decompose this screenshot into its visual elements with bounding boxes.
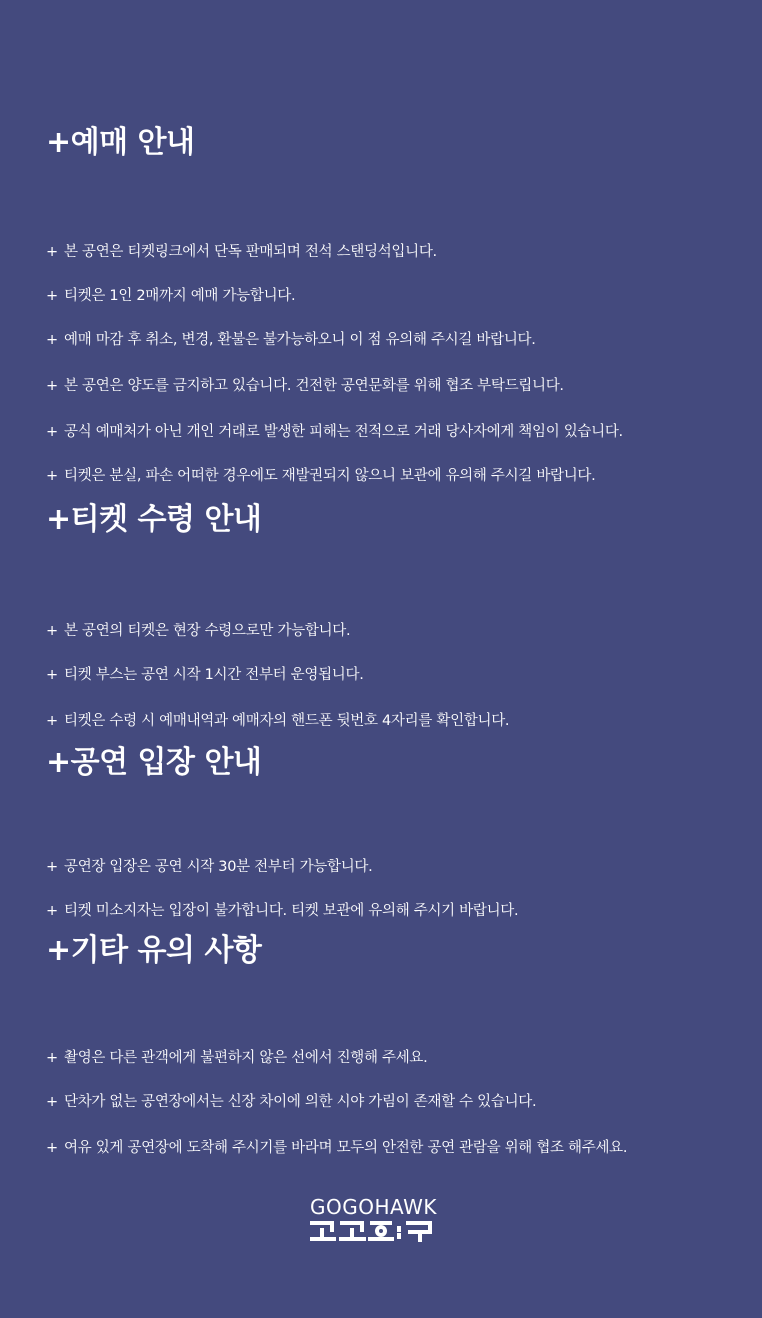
section-title: +티켓 수령 안내: [46, 502, 262, 537]
section-title: +예매 안내: [46, 125, 195, 160]
section-ticket-pickup-guide: [46, 501, 746, 729]
item-text: 티켓 미소지자는 입장이 불가합니다. 티켓 보관에 유의해 주시기 바랍니다.: [64, 903, 519, 919]
item-text: 티켓 부스는 공연 시작 1시간 전부터 운영됩니다.: [64, 667, 364, 683]
bullet: +: [46, 713, 58, 729]
bullet: +: [46, 903, 58, 919]
bullet: +: [46, 1140, 58, 1156]
bullet: +: [46, 424, 58, 440]
item-text: 예매 마감 후 취소, 변경, 환불은 불가능하오니 이 점 유의해 주시길 바랍니다.: [64, 332, 536, 348]
item-text: 공연장 입장은 공연 시작 30분 전부터 가능합니다.: [64, 859, 373, 875]
list-item: [46, 855, 372, 879]
bullet: +: [46, 623, 58, 639]
item-text: 본 공연의 티켓은 현장 수령으로만 가능합니다.: [64, 623, 351, 639]
bullet: +: [46, 468, 58, 484]
list-item: [46, 1046, 427, 1070]
item-text: 티켓은 1인 2매까지 예매 가능합니다.: [64, 288, 296, 304]
bullet: +: [46, 378, 58, 394]
bullet: +: [46, 667, 58, 683]
section-title: +기타 유의 사항: [46, 933, 262, 968]
section-other-notes: [46, 932, 746, 1156]
gogohawk-logo: [310, 1196, 456, 1244]
bullet: +: [46, 1050, 58, 1066]
item-text: 티켓은 분실, 파손 어떠한 경우에도 재발권되지 않으니 보관에 유의해 주시길 바랍니다.: [64, 468, 596, 484]
list-item: [46, 1090, 536, 1114]
list-item: [46, 420, 623, 444]
bullet: +: [46, 332, 58, 348]
list-item: [46, 464, 595, 488]
list-item: [46, 619, 350, 643]
bullet: +: [46, 244, 58, 260]
bullet: +: [46, 859, 58, 875]
list-item: [46, 284, 295, 308]
item-text: 단차가 없는 공연장에서는 신장 차이에 의한 시야 가림이 존재할 수 있습니다.: [64, 1094, 537, 1110]
bullet: +: [46, 1094, 58, 1110]
list-item: [46, 899, 518, 923]
list-item: [46, 663, 364, 687]
list-item: [46, 374, 564, 398]
logo-wordmark: GOGOHAWK: [310, 1195, 437, 1219]
logo-hangul-mark-icon: [310, 1220, 456, 1242]
list-item: [46, 328, 536, 352]
item-text: 공식 예매처가 아닌 개인 거래로 발생한 피해는 전적으로 거래 당사자에게 책임이 있습니다.: [64, 424, 623, 440]
item-text: 본 공연은 양도를 금지하고 있습니다. 건전한 공연문화를 위해 협조 부탁드립니다.: [64, 378, 564, 394]
section-entry-guide: [46, 744, 746, 919]
item-text: 여유 있게 공연장에 도착해 주시기를 바라며 모두의 안전한 공연 관람을 위해 협조 해주세요.: [64, 1140, 628, 1156]
item-text: 본 공연은 티켓링크에서 단독 판매되며 전석 스탠딩석입니다.: [64, 244, 437, 260]
section-title: +공연 입장 안내: [46, 745, 262, 780]
bullet: +: [46, 288, 58, 304]
list-item: [46, 240, 437, 264]
list-item: [46, 709, 509, 733]
item-text: 티켓은 수령 시 예매내역과 예매자의 핸드폰 뒷번호 4자리를 확인합니다.: [64, 713, 510, 729]
list-item: [46, 1136, 627, 1160]
section-ticketing-guide: [46, 124, 746, 484]
item-text: 촬영은 다른 관객에게 불편하지 않은 선에서 진행해 주세요.: [64, 1050, 428, 1066]
